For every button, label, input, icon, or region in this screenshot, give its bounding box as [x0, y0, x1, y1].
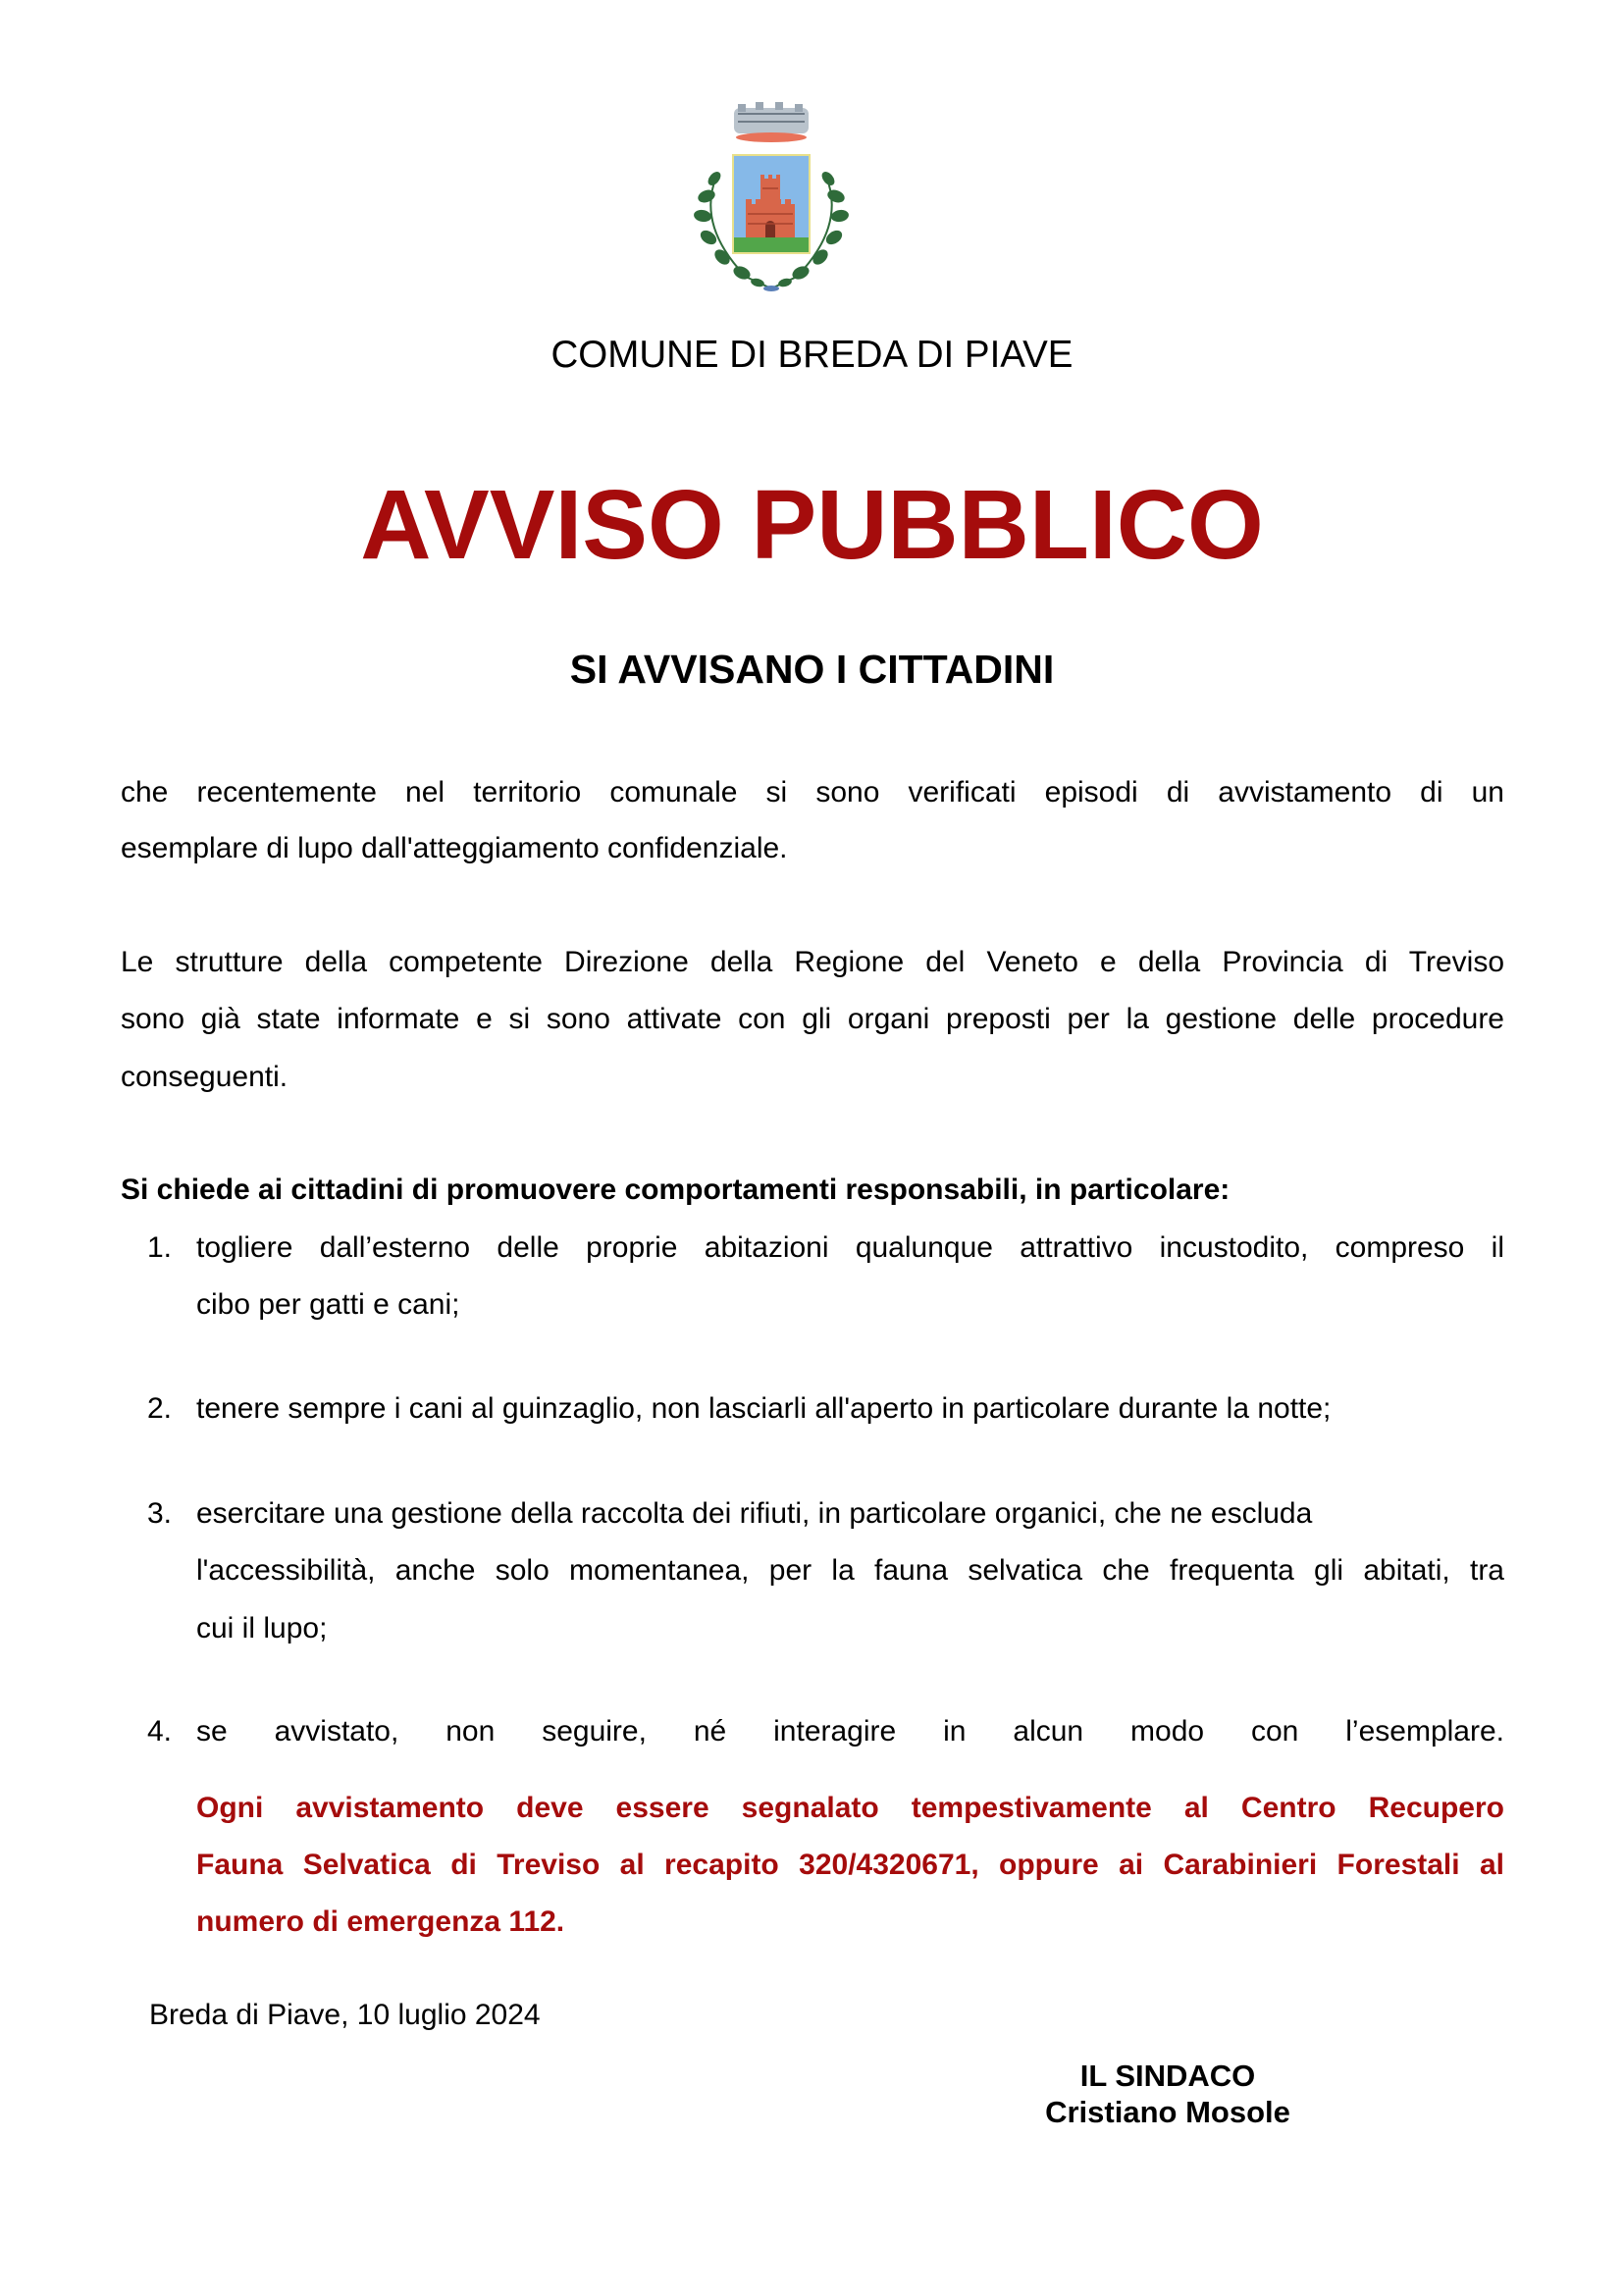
paragraph-line: Le strutture della competente Direzione della Regione del Veneto e della Provincia di Treviso [121, 946, 1504, 978]
list-item-number: 2. [147, 1392, 173, 1425]
emergency-notice-line: Fauna Selvatica di Treviso al recapito 320/4320671, oppure ai Carabinieri Forestali al [196, 1849, 1504, 1881]
paragraph-line: conseguenti. [121, 1061, 288, 1093]
shield-icon [733, 155, 810, 253]
page-title: AVVISO PUBBLICO [360, 470, 1264, 580]
list-item-line: cui il lupo; [196, 1612, 328, 1644]
list-item-number: 1. [147, 1231, 173, 1264]
coat-of-arms-icon [677, 98, 864, 299]
list-item-number: 4. [147, 1715, 173, 1747]
paragraph-line: sono già state informate e si sono attivate con gli organi preposti per la gestione delle procedure [121, 1003, 1504, 1035]
list-item-number: 3. [147, 1497, 173, 1530]
list-item-line: cibo per gatti e cani; [196, 1288, 460, 1321]
list-item-line: se avvistato, non seguire, né interagire in alcun modo con l’esemplare. [196, 1715, 1504, 1747]
crown-icon [734, 102, 809, 142]
emergency-notice-line: Ogni avvistamento deve essere segnalato tempestivamente al Centro Recupero [196, 1792, 1504, 1824]
list-item-line: togliere dall’esterno delle proprie abitazioni qualunque attrattivo incustodito, compreso il [196, 1231, 1504, 1264]
signature-name: Cristiano Mosole [1045, 2095, 1290, 2129]
paragraph-line: esemplare di lupo dall'atteggiamento confidenziale. [121, 832, 788, 864]
municipality-name: COMUNE DI BREDA DI PIAVE [550, 334, 1074, 376]
signature-role: IL SINDACO [1079, 2059, 1256, 2093]
paragraph-line: che recentemente nel territorio comunale si sono verificati episodi di avvistamento di un [121, 776, 1504, 808]
place-date: Breda di Piave, 10 luglio 2024 [149, 1999, 541, 2031]
emergency-notice-line: numero di emergenza 112. [196, 1905, 565, 1938]
list-item-line: l'accessibilità, anche solo momentanea, per la fauna selvatica che frequenta gli abitati, tra [196, 1554, 1504, 1587]
list-item-line: esercitare una gestione della raccolta dei rifiuti, in particolare organici, che ne escluda [196, 1497, 1313, 1530]
page-subtitle: SI AVVISANO I CITTADINI [569, 647, 1055, 692]
list-item-line: tenere sempre i cani al guinzaglio, non lasciarli all'aperto in particolare durante la notte; [196, 1392, 1332, 1425]
request-heading: Si chiede ai cittadini di promuovere comportamenti responsabili, in particolare: [121, 1174, 1231, 1206]
